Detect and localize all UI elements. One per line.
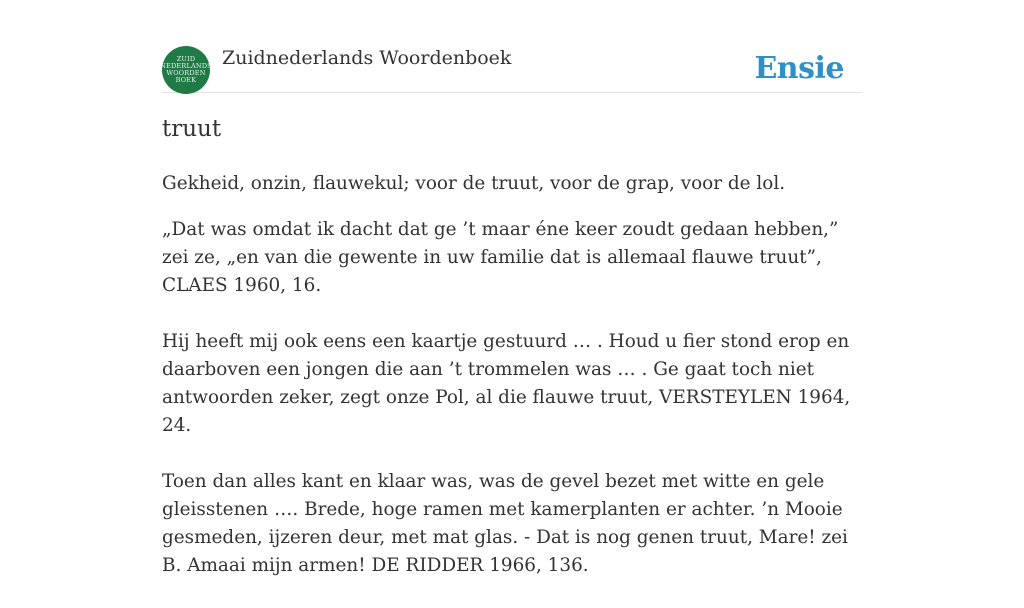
dictionary-logo[interactable] xyxy=(162,46,210,94)
ensie-logo[interactable]: Ensie xyxy=(754,51,844,86)
entry-term: truut xyxy=(162,116,222,142)
logo-wordmark xyxy=(160,56,212,84)
entry-quotes xyxy=(162,216,867,608)
quote-paragraph: Toen dan alles kant en klaar was, was de gevel bezet met witte en gele gleisstenen …. Brede, hoge ramen met kamerplanten er achter. ’n Mooie gesmeden, ijzeren deur, met mat glas. - Dat is nog genen truut, Mare! zei B. Amaai mijn armen! DE RIDDER 1966, 136. xyxy=(162,471,848,576)
logo-line: ZUID xyxy=(176,55,196,63)
entry-definition: Gekheid, onzin, flauwekul; voor de truut, voor de grap, voor de lol. xyxy=(162,173,786,194)
quote-paragraph: Hij heeft mij ook eens een kaartje gestuurd … . Houd u fier stond erop en daarboven een jongen die aan ’t trommelen was … . Ge gaat toch niet antwoorden zeker, zegt onze Pol, al die flauwe truut, VERSTEYLEN 1964, 24. xyxy=(162,331,851,436)
logo-line: BOEK xyxy=(175,76,197,84)
source-dictionary-link[interactable]: Zuidnederlands Woordenboek xyxy=(222,47,512,69)
logo-line: NEDERLANDS xyxy=(160,62,212,70)
logo-line: WOORDEN xyxy=(166,69,206,77)
site-header xyxy=(162,46,862,93)
quote-paragraph: „Dat was omdat ik dacht dat ge ’t maar éne keer zoudt gedaan hebben,” zei ze, „en van die gewente in uw familie dat is allemaal flauwe truut”, CLAES 1960, 16. xyxy=(162,219,839,296)
